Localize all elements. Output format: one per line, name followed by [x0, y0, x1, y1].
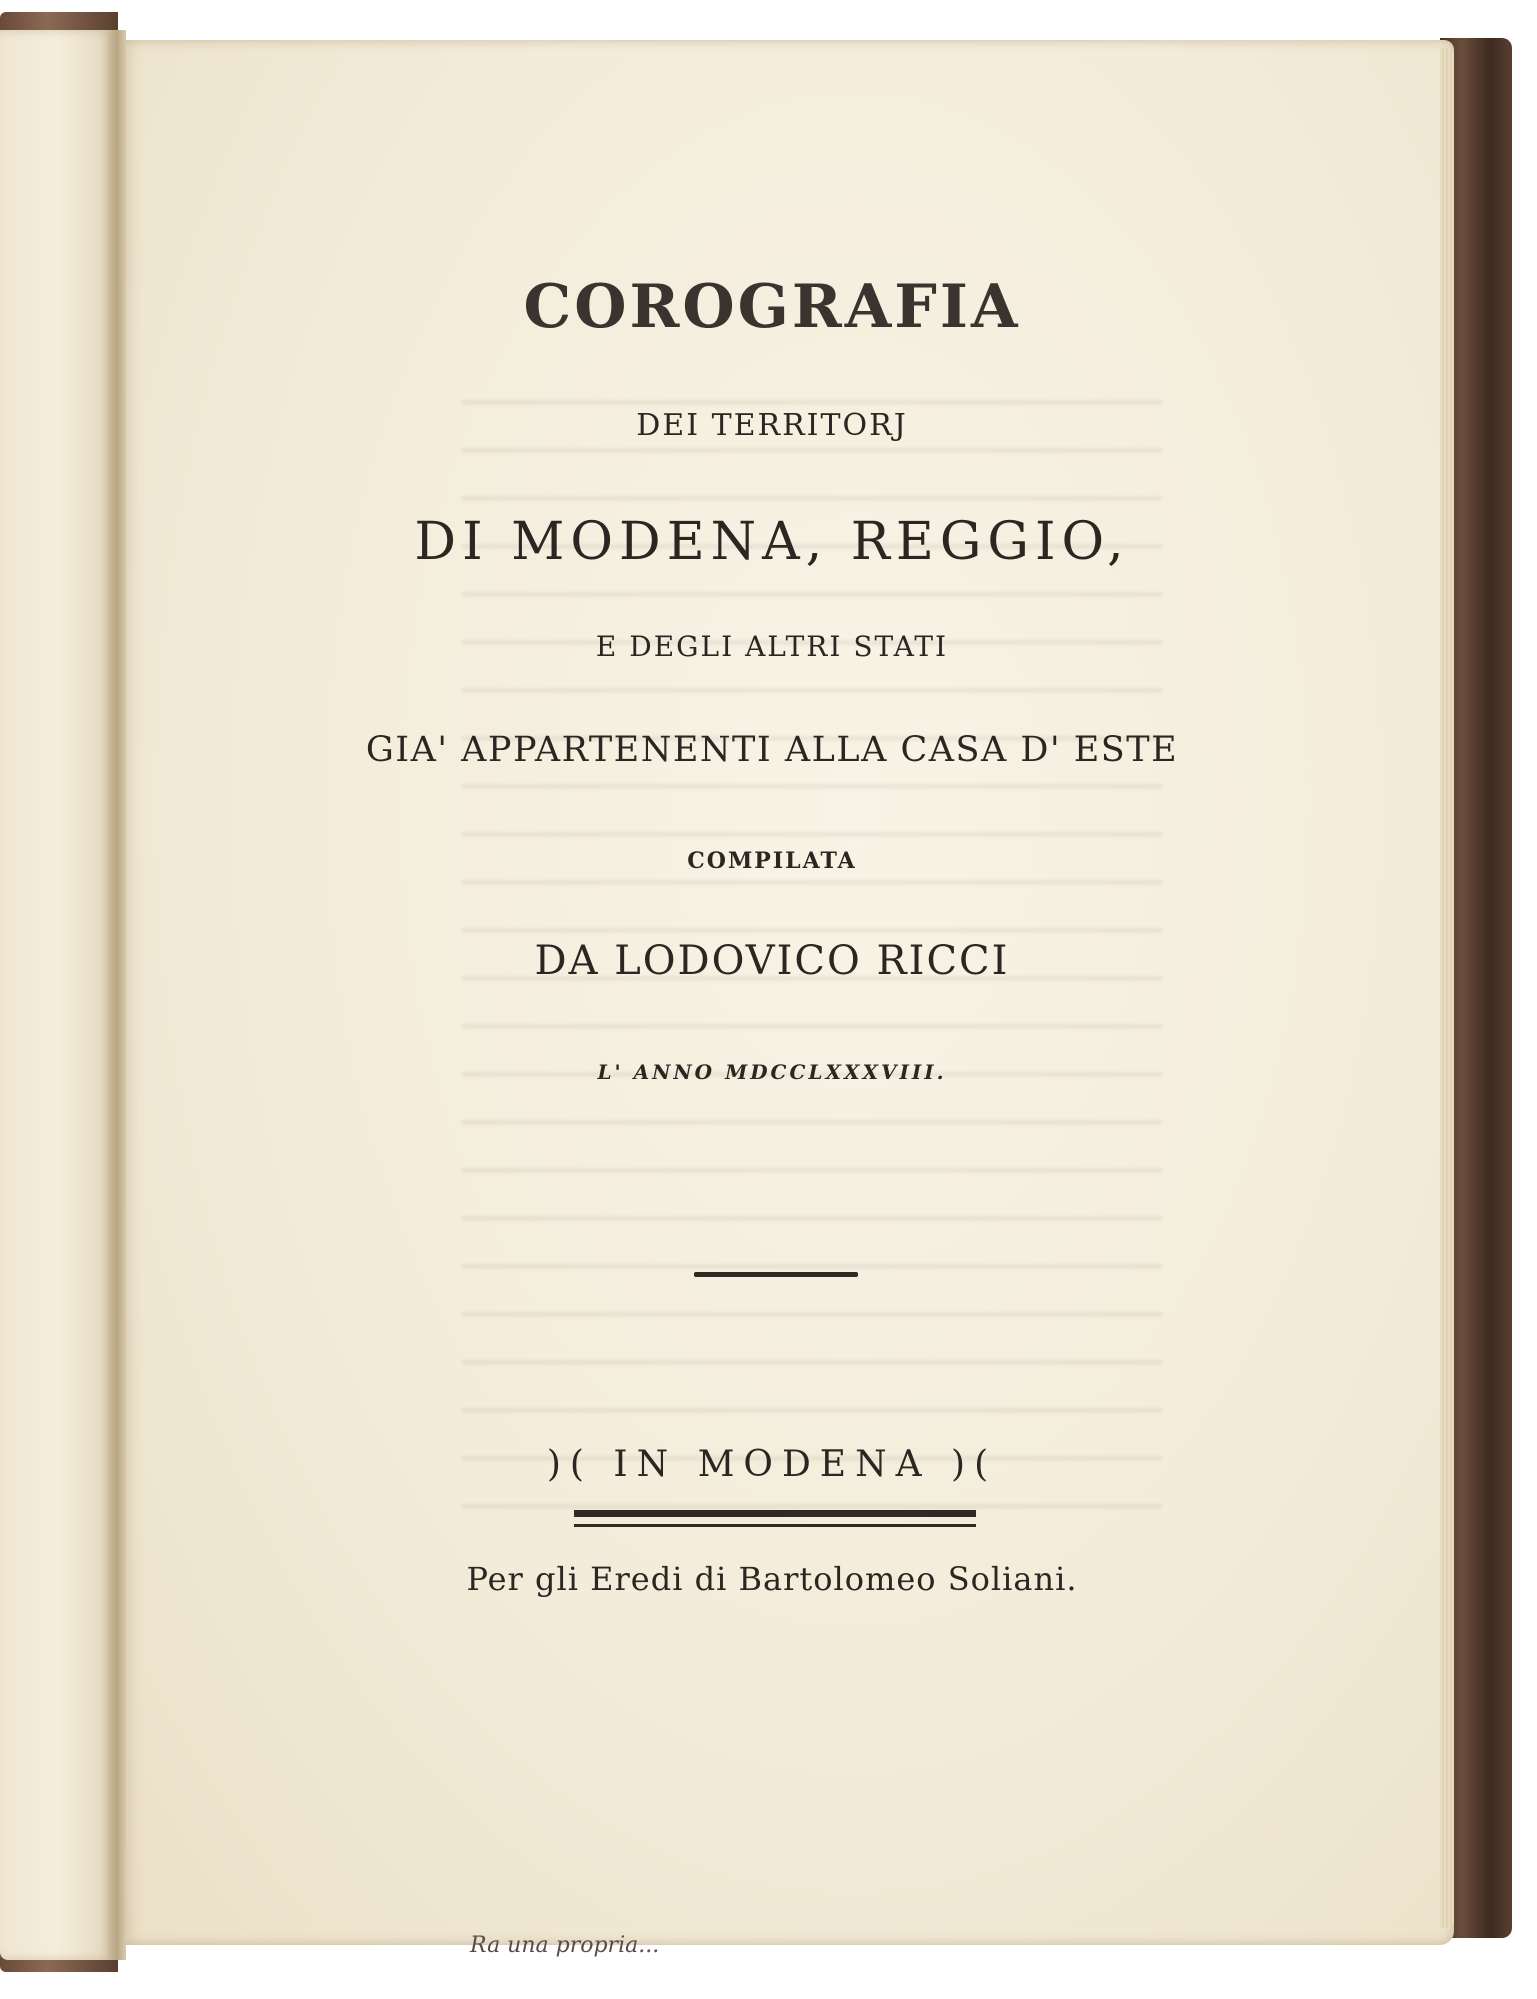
- printer-imprint: Per gli Eredi di Bartolomeo Soliani.: [466, 1560, 1078, 1598]
- handwritten-note: Ra una propria...: [470, 1933, 660, 1958]
- author-line: DA LODOVICO RICCI: [534, 938, 1010, 984]
- double-rule-thick: [574, 1510, 976, 1517]
- place-of-publication: )( IN MODENA )(: [546, 1444, 998, 1485]
- year-line: L' ANNO MDCCLXXXVIII.: [597, 1060, 947, 1084]
- left-page: [0, 30, 112, 1960]
- book-gutter: [108, 30, 126, 1960]
- subtitle-line-4: GIA' APPARTENENTI ALLA CASA D' ESTE: [365, 730, 1179, 770]
- subtitle-line-3: E DEGLI ALTRI STATI: [595, 630, 949, 663]
- title-page: [122, 40, 1454, 1958]
- page-edges: [1440, 48, 1454, 1928]
- ornamental-rule: [694, 1272, 858, 1277]
- subtitle-line-1: DEI TERRITORJ: [636, 408, 908, 443]
- compiled-label: COMPILATA: [687, 848, 857, 874]
- double-rule-thin: [574, 1524, 976, 1527]
- subtitle-line-2: DI MODENA, REGGIO,: [414, 512, 1130, 572]
- book-title: COROGRAFIA: [523, 272, 1021, 342]
